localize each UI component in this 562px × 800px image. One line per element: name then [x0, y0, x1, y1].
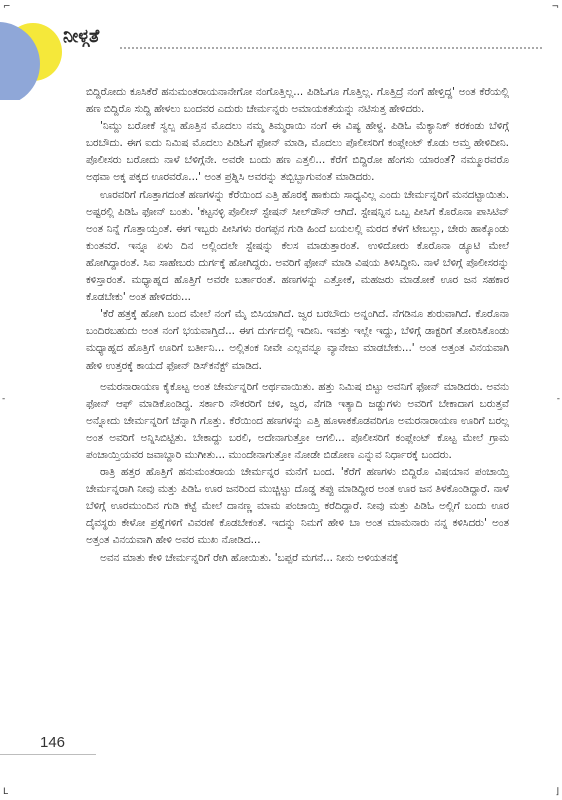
- paragraph: 'ನಿಮ್ದು ಬರೋಕೆ ಸ್ವಲ್ಪ ಹೊತ್ತಿನ ಮೊದಲು ನಮ್ಮ ತಿಮ್ಮರಾಯಿ ನಂಗೆ ಈ ವಿಷ್ಯ ಹೇಳ್ದ. ಪಿಡಿಓ ಮೆಕ್ಯಾನಿಕ್ ಕರಕಂಡು ಬೆಳಿಗ್ಗೆ ಬರಬೌದು. ಈಗ ಐದು ನಿಮಿಷ ಮೊದಲು ಪಿಡಿಓಗೆ ಫೋನ್ ಮಾಡಿ, ಮೊದಲು ಪೊಲೀಸರಿಗೆ ಕಂಪ್ಲೇಂಟ್ ಕೊಡು ಅಮ್ತ ಹೇಳಿದೀನಿ. ಪೊಲೀಸರು ಬರೋದು ನಾಳೆ ಬೆಳಿಗ್ಗೆನೇ. ಅವರೇ ಬಂದು ಹಣ ಎತ್ತಲಿ... ಕೆರೆಗೆ ಬಿದ್ದಿರೋ ಹೆಂಗಸು ಯಾರಂತೆ? ನಮ್ಮೂರವರೊ ಅಥವಾ ಅಕ್ಕ ಪಕ್ಕದ ಊರವರೊ...' ಅಂತ ಪ್ರಶ್ನಿಸಿ ಅವರನ್ನು ತಬ್ಬಿಬ್ಬಾಗುವಂತೆ ಮಾಡಿದರು.: [86, 120, 509, 184]
- paragraph: ಊರವರಿಗೆ ಗೊತ್ತಾಗದಂತೆ ಹಣಗಳನ್ನು ಕೆರೆಯಿಂದ ಎತ್ತಿ ಹೊರಕ್ಕೆ ಹಾಕುದು ಸಾಧ್ಯವಿಲ್ಲ ಎಂದು ಚೇರ್ಮನ್ನರಿಗೆ ಮನದಟ್ಟಾಯಿತು. ಅಷ್ಟರಲ್ಲಿ ಪಿಡಿಓ ಫೋನ್ ಬಂತು. 'ಕಟ್ಟನಳ್ಳಿ ಪೊಲೀಸ್ ಸ್ಟೇಷನ್ ಸೀಲ್‌ಡೌನ್ ಆಗಿದೆ. ಸ್ಟೇಷನ್ನಿನ ಒಬ್ಬ ಪೀಸಿಗೆ ಕೊರೊನಾ ಪಾಸಿಟಿವ್ ಅಂತ ನಿನ್ನೆ ಗೊತ್ತಾಯ್ತಂತೆ. ಈಗ ಇಬ್ಬರು ಪೀಸಿಗಳು ರಂಗಪ್ಪನ ಗುಡಿ ಹಿಂದೆ ಬಯಲಲ್ಲಿ ಮರದ ಕೆಳಗೆ ಟೇಬಲ್ಲು, ಚೇರು ಹಾಕ್ಕೊಂಡು ಕುಂತವರೆ. ಇನ್ನೂ ಏಳು ದಿನ ಅಲ್ಲಿಂದಲೇ ಸ್ಟೇಷನ್ನು ಕೆಲಸ ಮಾಡುತ್ತಾರಂತೆ. ಉಳಿದೋರು ಕೊರೊನಾ ಡ್ಯೂಟಿ ಮೇಲೆ ಹೋಗಿದ್ದಾರಂತೆ. ಸಿಐ ಸಾಹೇಬರು ದುರ್ಗಕ್ಕೆ ಹೋಗಿದ್ದರು. ಅವರಿಗೆ ಫೋನ್ ಮಾಡಿ ವಿಷಯ ತಿಳಿಸಿದ್ದೀನಿ. ನಾಳೆ ಬೆಳಿಗ್ಗೆ ಪೊಲೀಸರನ್ನು ಕಳಿಸ್ತಾರಂತೆ. ಮಧ್ಯಾಹ್ನದ ಹೊತ್ತಿಗೆ ಅವರೇ ಬರ್ತಾರಂತೆ. ಹಣಗಳನ್ನು ಎತ್ತೋಕೆ, ಮಹಜರು ಮಾಡೋಕೆ ಊರ ಜನ ಸಹಕಾರ ಕೊಡಬೇಕು' ಅಂತ ಹೇಳಿದರು...: [86, 188, 509, 304]
- crop-mark-bottom-left: L: [3, 787, 9, 797]
- crop-mark-top-left: ⌐: [3, 2, 11, 12]
- crop-mark-top-right: ¬: [551, 2, 559, 12]
- story-body: [86, 84, 509, 567]
- crop-mark-mid-left: -: [2, 394, 6, 404]
- header-dotted-rule: [120, 47, 542, 49]
- crop-mark-bottom-right: ⌋: [555, 787, 559, 797]
- paragraph: ಅವನ ಮಾತು ಕೇಳಿ ಚೇರ್ಮನ್ನರಿಗೆ ರೇಗಿ ಹೋಯಿತು. 'ಬಪ್ಪರೆ ಮಗನೆ... ನೀನು ಅಳಿಯತನಕ್ಕೆ: [100, 551, 399, 564]
- page-number: 146: [40, 734, 66, 751]
- paragraph: ಅಮರನಾರಾಯಣ ಕೈಕೊಟ್ಟ ಅಂತ ಚೇರ್ಮನ್ನರಿಗೆ ಅರ್ಥವಾಯಿತು. ಹತ್ತು ನಿಮಿಷ ಬಿಟ್ಟು ಅವನಿಗೆ ಫೋನ್ ಮಾಡಿದರು. ಅವನು ಫೋನ್ ಆಫ್ ಮಾಡಿಕೊಂಡಿದ್ದ. ಸರ್ಕಾರಿ ನೌಕರರಿಗೆ ಚಳಿ, ಜ್ವರ, ನೆಗಡಿ ಇತ್ಯಾದಿ ಜಡ್ಡುಗಳು ಅವರಿಗೆ ಬೇಕಾದಾಗ ಬರುತ್ತವೆ ಅನ್ನೋದು ಚೇರ್ಮನ್ನರಿಗೆ ಚೆನ್ನಾಗಿ ಗೊತ್ತು. ಕೆರೆಯಿಂದ ಹಣಗಳನ್ನು ಎತ್ತಿ ಹೂಳಾಕಕೊಡವರಿಗೂ ಅಮರನಾರಾಯಣ ಊರಿಗೆ ಬರಲ್ಲ ಅಂತ ಅವರಿಗೆ ಅನ್ನಿಸಿಬಿಟ್ಟಿತು. ಬೇಕಾದ್ದು ಬರಲಿ, ಅದೇನಾಗುತ್ತೋ ಆಗಲಿ... ಪೊಲೀಸರಿಗೆ ಕಂಪ್ಲೇಂಟ್ ಕೊಟ್ಟ ಮೇಲೆ ಗ್ರಾಮ ಪಂಚಾಯ್ತಿಯವರ ಜವಾಬ್ದಾರಿ ಮುಗೀತು... ಮುಂದೇನಾಗುತ್ತೋ ನೋಡೇ ಬಿಡೋಣ ಎನ್ನುವ ನಿರ್ಧಾರಕ್ಕೆ ಬಂದರು.: [86, 380, 509, 461]
- crop-mark-mid-right: -: [556, 394, 560, 404]
- paragraph: ಬಿದ್ದಿರೋದು ಕೂಸಿಕೆರೆ ಹನುಮಂತರಾಯನಾನೇಗೋ ನಂಗೊತ್ತಿಲ್ಲ... ಪಿಡಿಓಗೂ ಗೊತ್ತಿಲ್ಲ. ಗೊತ್ತಿದ್ರೆ ನಂಗೆ ಹೇಳ್ತಿದ್ದ' ಅಂತ ಕೆರೆಯಲ್ಲಿ ಹಣ ಬಿದ್ದಿರೊ ಸುದ್ದಿ ಹೇಳಲು ಬಂದವರ ಎದುರು ಚೇರ್ಮನ್ನರು ಅಮಾಯಕತೆಯನ್ನು ನಟಿಸುತ್ತ ಹೇಳಿದರು.: [86, 86, 509, 116]
- paragraph: 'ಕೆರೆ ಹತ್ರಕ್ಕೆ ಹೋಗಿ ಬಂದ ಮೇಲೆ ನಂಗೆ ಮೈ ಬಿಸಿಯಾಗಿದೆ. ಜ್ವರ ಬರಬೌದು ಅನ್ನಂಗಿದೆ. ನೆಗಡಿನೂ ಶುರುವಾಗಿದೆ. ಕೊರೊನಾ ಬಂದಿರಬಹುದು ಅಂತ ನಂಗೆ ಭಯವಾಗ್ತಿದೆ... ಈಗ ದುರ್ಗದಲ್ಲಿ ಇದೀನಿ. ಇವತ್ತು ಇಲ್ಲೇ ಇದ್ದು, ಬೆಳಿಗ್ಗೆ ಡಾಕ್ಟರಿಗೆ ತೋರಿಸಿಕೊಂಡು ಮಧ್ಯಾಹ್ನದ ಹೊತ್ತಿಗೆ ಊರಿಗೆ ಬರ್ತೀನಿ... ಅಲ್ಲಿತಂಕ ನೀವೇ ಎಲ್ಲವನ್ನೂ ವ್ಯಾನೇಜು ಮಾಡಬೇಕು...' ಅಂತ ಅತ್ತಂತ ವಿನಯವಾಗಿ ಹೇಳಿ ಉತ್ತರಕ್ಕೆ ಕಾಯದೆ ಫೋನ್ ಡಿಸ್‌ಕನೆಕ್ಟ್ ಮಾಡಿದ.: [86, 308, 509, 372]
- paragraph: ರಾತ್ರಿ ಹತ್ತರ ಹೊತ್ತಿಗೆ ಹನುಮಂತರಾಯ ಚೇರ್ಮನ್ನರ ಮನೆಗೆ ಬಂದ. 'ಕೆರೆಗೆ ಹಣಗಳು ಬಿದ್ದಿರೊ ವಿಷಯಾನ ಪಂಚಾಯ್ತಿ ಚೇರ್ಮನ್ನರಾಗಿ ನೀವು ಮತ್ತು ಪಿಡಿಓ ಊರ ಜನರಿಂದ ಮುಚ್ಚಿಟ್ಟು ದೊಡ್ಡ ತಪ್ಪು ಮಾಡಿದ್ದೀರ ಅಂತ ಊರ ಜನ ತಿಳಕೊಂಡಿದ್ದಾರೆ. ನಾಳೆ ಬೆಳಿಗ್ಗೆ ಊರಮುಂದಿನ ಗುಡಿ ಕಟ್ಟೆ ಮೇಲೆ ದಾನಣ್ಣ ಮಾಮ ಪಂಚಾಯ್ತಿ ಕರೆದಿದ್ದಾರೆ. ನೀವು ಮತ್ತು ಪಿಡಿಓ ಅಲ್ಲಿಗೆ ಬಂದು ಊರ ದೈವಸ್ಥರು ಕೇಳೋ ಪ್ರಶ್ನೆಗಳಿಗೆ ವಿವರಣೆ ಕೊಡಬೇಕಂತೆ. ಇದನ್ನು ನಿಮಗೆ ಹೇಳಿ ಬಾ ಅಂತ ಮಾಮನಾರು ನನ್ನ ಕಳಿಸಿದರು' ಅಂತ ಅತ್ತಂತ ವಿನಯವಾಗಿ ಹೇಳಿ ಅವರ ಮುಖ ನೋಡಿದ...: [86, 466, 509, 547]
- header-decoration-circles: [0, 0, 70, 100]
- footer-rule: [0, 754, 96, 755]
- section-title: ನೀಳ್ಗತೆ: [63, 26, 100, 47]
